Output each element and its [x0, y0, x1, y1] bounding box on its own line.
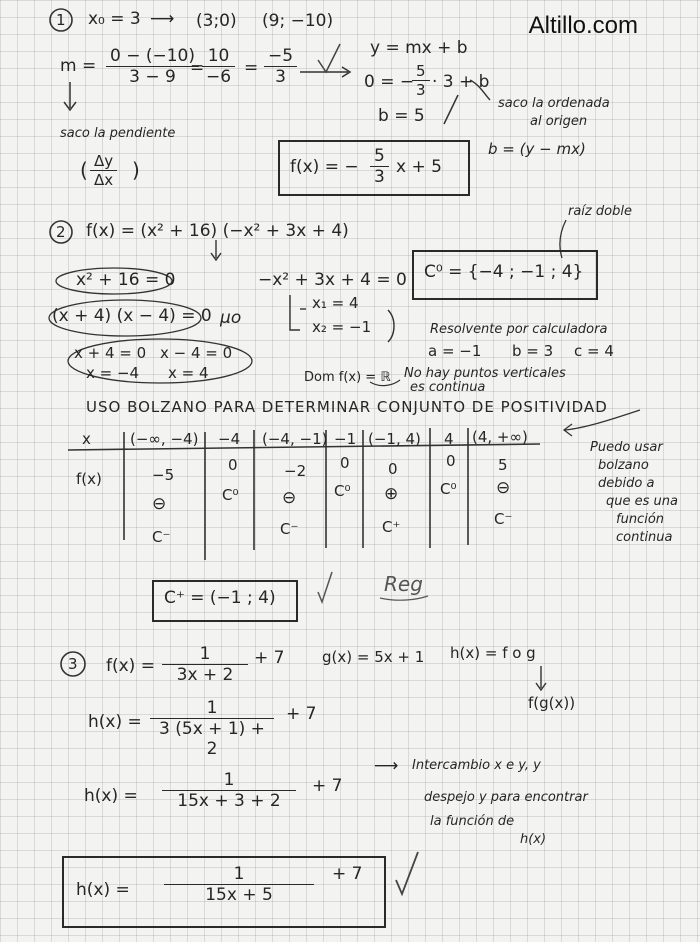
side-note: b = (y − mx) — [488, 140, 586, 158]
table-value-1: −5 — [152, 466, 175, 484]
note-4: h(x) — [520, 832, 547, 847]
result-left: f(x) = − — [290, 157, 359, 177]
slope-note: saco la pendiente — [60, 126, 176, 141]
table-header-point-1: −4 — [218, 430, 241, 448]
root-x2: x₂ = −1 — [312, 318, 372, 336]
slope-num-2: 10 — [202, 46, 235, 67]
note-2: despejo y para encontrar — [424, 790, 588, 805]
table-header-interval-4: (4, +∞) — [472, 428, 528, 446]
h2-right: + 7 — [312, 776, 343, 796]
slope-den-3: 3 — [275, 67, 286, 87]
equals-1: = — [190, 58, 205, 78]
coef-b: b = 3 — [512, 342, 554, 360]
zero-set: C⁰ = {−4 ; −1 ; 4} — [424, 262, 584, 282]
slope-den-2: −6 — [206, 67, 232, 87]
grade-regular: Reg — [384, 572, 423, 596]
table-set-7: C⁻ — [494, 510, 513, 528]
arrow: ⟶ — [150, 9, 175, 29]
h3-num: 1 — [164, 864, 314, 885]
domain-note-2: es continua — [410, 380, 486, 395]
bolzano-note-6: continua — [616, 530, 673, 545]
table-value-5: 0 — [388, 460, 398, 478]
bolzano-note-2: bolzano — [598, 458, 649, 473]
h3-right: + 7 — [332, 864, 363, 884]
bolzano-note-4: que es una — [606, 494, 678, 509]
table-set-5: C⁺ — [382, 518, 401, 536]
ordinate-note-2: al origen — [530, 114, 588, 129]
problem-1-number: 1 — [56, 11, 66, 29]
h2-num: 1 — [162, 770, 296, 791]
problem-3-number: 3 — [68, 655, 78, 673]
f-right: + 7 — [254, 648, 285, 668]
h1-den: 3 (5x + 1) + 2 — [159, 719, 265, 759]
table-header-x: x — [82, 430, 91, 448]
coef-a: a = −1 — [428, 342, 482, 360]
substitution-den: 3 — [416, 81, 426, 99]
slope-num-1: 0 − (−10) — [106, 46, 199, 67]
h1-right: + 7 — [286, 704, 317, 724]
result-num: 5 — [370, 146, 389, 167]
table-header-point-2: −1 — [334, 430, 357, 448]
ordinate-note-1: saco la ordenada — [498, 96, 610, 111]
factored-equation: (x + 4) (x − 4) = 0 — [52, 306, 212, 326]
h2-den: 15x + 3 + 2 — [177, 791, 281, 811]
table-header-interval-1: (−∞, −4) — [130, 430, 199, 448]
substitution-left: 0 = − — [364, 72, 415, 92]
substitution-right: · 3 + b — [432, 72, 490, 92]
h2-fraction — [162, 770, 296, 811]
equation-1: x² + 16 = 0 — [76, 270, 176, 290]
f-den: 3x + 2 — [176, 665, 234, 685]
table-value-3: −2 — [284, 462, 307, 480]
point-2: (9; −10) — [262, 11, 334, 31]
table-sign-3: ⊖ — [282, 488, 297, 508]
bolzano-note-3: debido a — [598, 476, 655, 491]
table-header-interval-3: (−1, 4) — [368, 430, 421, 448]
slope-fraction-3 — [264, 46, 297, 87]
result-den: 3 — [374, 167, 385, 187]
slope-fraction-2 — [202, 46, 235, 87]
function-2: f(x) = (x² + 16) (−x² + 3x + 4) — [86, 221, 349, 241]
h1-num: 1 — [150, 698, 274, 719]
result-right: x + 5 — [396, 157, 442, 177]
roots-note: raíz doble — [568, 204, 632, 219]
substitution-num: 5 — [412, 62, 430, 81]
h3-left: h(x) = — [76, 880, 130, 900]
delta-fraction — [90, 152, 117, 189]
result-fraction — [370, 146, 389, 187]
fog: f(g(x)) — [528, 694, 576, 712]
table-value-4: 0 — [340, 454, 350, 472]
paren-open: ( — [80, 158, 88, 182]
substitution-fraction — [412, 62, 430, 99]
delta-den: Δx — [94, 171, 114, 189]
delta-num: Δy — [90, 152, 117, 171]
h3-den: 15x + 5 — [205, 885, 273, 905]
table-value-2: 0 — [228, 456, 238, 474]
f-fraction — [162, 644, 248, 685]
h1-left: h(x) = — [88, 712, 142, 732]
equation-2: −x² + 3x + 4 = 0 — [258, 270, 407, 290]
b-value: b = 5 — [378, 106, 425, 126]
root-x1: x₁ = 4 — [312, 294, 359, 312]
bolzano-note-5: función — [616, 512, 665, 527]
table-set-3: C⁻ — [280, 520, 299, 538]
equals-2: = — [244, 58, 259, 78]
g-function: g(x) = 5x + 1 — [322, 648, 425, 666]
table-sign-7: ⊖ — [496, 478, 511, 498]
watermark: Altillo.com — [528, 12, 638, 39]
note-arrow: ⟶ — [374, 756, 399, 776]
coef-c: c = 4 — [574, 342, 614, 360]
resolvente-note: Resolvente por calculadora — [430, 322, 608, 337]
table-value-6: 0 — [446, 452, 456, 470]
table-header-interval-2: (−4, −1) — [262, 430, 328, 448]
x0-value: x₀ = 3 — [88, 9, 141, 29]
slope-fraction-1 — [106, 46, 199, 87]
slope-num-3: −5 — [264, 46, 297, 67]
h3-fraction — [164, 864, 314, 905]
f-num: 1 — [162, 644, 248, 665]
problem-2-number: 2 — [56, 223, 66, 241]
solution-1b: x = −4 — [86, 364, 140, 382]
note-1: Intercambio x e y, y — [412, 758, 541, 773]
mu-note: μo — [220, 308, 242, 328]
table-sign-1: ⊖ — [152, 494, 167, 514]
solution-2b: x = 4 — [168, 364, 209, 382]
h2-left: h(x) = — [84, 786, 138, 806]
table-value-7: 5 — [498, 456, 508, 474]
table-sign-5: ⊕ — [384, 484, 399, 504]
table-sign-2: C⁰ — [222, 486, 239, 504]
solution-2a: x − 4 = 0 — [160, 344, 233, 362]
table-sign-4: C⁰ — [334, 482, 351, 500]
bolzano-heading: USO BOLZANO PARA DETERMINAR CONJUNTO DE POSITIVIDAD — [86, 398, 608, 416]
table-fx-label: f(x) — [76, 470, 102, 488]
domain-note-1: No hay puntos verticales — [404, 366, 566, 381]
paren-close: ) — [132, 158, 140, 182]
note-3: la función de — [430, 814, 515, 829]
table-set-1: C⁻ — [152, 528, 171, 546]
slope-label: m = — [60, 56, 97, 76]
h1-fraction — [150, 698, 274, 759]
table-sign-6: C⁰ — [440, 480, 457, 498]
h-definition: h(x) = f o g — [450, 644, 536, 662]
slope-den-1: 3 − 9 — [129, 67, 176, 87]
bolzano-note-1: Puedo usar — [590, 440, 663, 455]
f-left: f(x) = — [106, 656, 155, 676]
table-header-point-3: 4 — [444, 430, 454, 448]
positive-set: C⁺ = (−1 ; 4) — [164, 588, 276, 608]
line-equation: y = mx + b — [370, 38, 468, 58]
point-1: (3;0) — [196, 11, 237, 31]
domain: Dom f(x) = ℝ — [304, 370, 391, 385]
solution-1a: x + 4 = 0 — [74, 344, 147, 362]
